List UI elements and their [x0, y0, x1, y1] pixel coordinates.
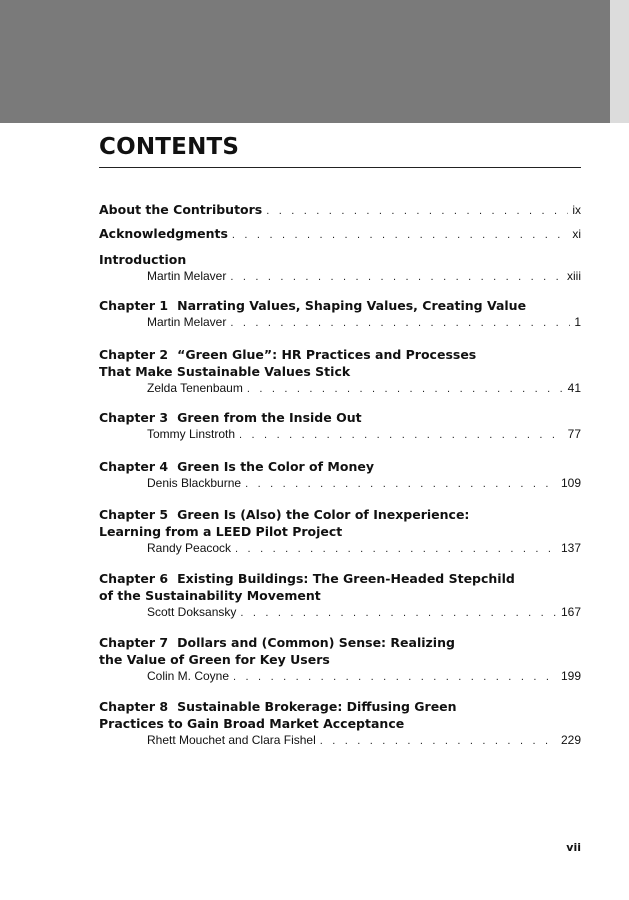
toc-entry-chapter-7[interactable] [99, 634, 581, 685]
chapter-title-continued: the Value of Green for Key Users [99, 652, 330, 667]
title-rule [99, 167, 581, 168]
chapter-heading [99, 297, 581, 314]
chapter-heading [99, 346, 581, 363]
toc-entry-chapter-8[interactable] [99, 698, 581, 749]
toc-entry-page: 77 [567, 427, 581, 441]
toc-entry-page: xiii [567, 269, 581, 283]
toc-entry-page: 41 [567, 381, 581, 395]
dot-leader [245, 476, 557, 492]
toc-entry-chapter-4[interactable] [99, 458, 581, 492]
toc-entry-title: About the Contributors [99, 202, 263, 217]
chapter-heading [99, 698, 581, 715]
chapter-title: “Green Glue”: HR Practices and Processes [177, 347, 477, 362]
toc-entry-page: 167 [560, 605, 581, 619]
chapter-label: Chapter 6 [99, 571, 169, 586]
chapter-label: Chapter 8 [99, 699, 169, 714]
chapter-label: Chapter 7 [99, 635, 169, 650]
chapter-label: Chapter 2 [99, 347, 169, 362]
toc-entry-author: Martin Melaver [147, 269, 227, 283]
dot-leader [239, 427, 564, 443]
dot-leader [320, 733, 557, 749]
chapter-label: Chapter 3 [99, 410, 169, 425]
toc-entry-page: 1 [574, 315, 581, 329]
chapter-heading [99, 458, 581, 475]
chapter-title-continued: Practices to Gain Broad Market Acceptance [99, 716, 405, 731]
chapter-title: Green Is (Also) the Color of Inexperience: [177, 507, 470, 522]
chapter-heading [99, 506, 581, 523]
toc-entry-introduction[interactable] [99, 251, 581, 285]
dot-leader [266, 203, 568, 219]
dot-leader [230, 269, 563, 285]
page-edge-strip [610, 123, 629, 900]
toc-entry-acknowledgments[interactable] [99, 226, 581, 243]
toc-entry-page: ix [572, 203, 581, 217]
chapter-title: Narrating Values, Shaping Values, Creating Value [177, 298, 527, 313]
dot-leader [247, 381, 564, 397]
toc-entry-author: Martin Melaver [147, 315, 227, 329]
toc-entry-author: Scott Doksansky [147, 605, 237, 619]
dot-leader [240, 605, 557, 621]
toc-entry-chapter-5[interactable] [99, 506, 581, 557]
toc-entry-author: Rhett Mouchet and Clara Fishel [147, 733, 316, 747]
header-band [0, 0, 610, 123]
chapter-title-continued: Learning from a LEED Pilot Project [99, 524, 343, 539]
page-number: vii [566, 841, 581, 854]
dot-leader [230, 315, 570, 331]
toc-entry-page: 137 [560, 541, 581, 555]
toc-entry-page: 109 [560, 476, 581, 490]
dot-leader [232, 227, 568, 243]
dot-leader [233, 669, 557, 685]
chapter-title: Dollars and (Common) Sense: Realizing [177, 635, 455, 650]
toc-entry-chapter-1[interactable] [99, 297, 581, 331]
toc-entry-title: Acknowledgments [99, 226, 228, 241]
toc-entry-author: Randy Peacock [147, 541, 232, 555]
toc-entry-author: Denis Blackburne [147, 476, 242, 490]
chapter-title-continued: That Make Sustainable Values Stick [99, 364, 351, 379]
toc-entry-about-contributors[interactable] [99, 202, 581, 219]
toc-entry-author: Tommy Linstroth [147, 427, 236, 441]
dot-leader [235, 541, 557, 557]
toc-entry-page: 229 [560, 733, 581, 747]
chapter-label: Chapter 5 [99, 507, 169, 522]
chapter-title: Green from the Inside Out [177, 410, 362, 425]
toc-entry-chapter-2[interactable] [99, 346, 581, 397]
toc-entry-author: Colin M. Coyne [147, 669, 230, 683]
chapter-heading [99, 570, 581, 587]
chapter-title: Existing Buildings: The Green-Headed Stepchild [177, 571, 515, 586]
chapter-label: Chapter 1 [99, 298, 169, 313]
chapter-title: Sustainable Brokerage: Diffusing Green [177, 699, 457, 714]
toc-entry-page: xi [572, 227, 581, 241]
toc-entry-title: Introduction [99, 252, 187, 267]
header-side-tab [610, 0, 629, 123]
page-title: CONTENTS [99, 134, 240, 160]
toc-entry-chapter-3[interactable] [99, 409, 581, 443]
chapter-heading [99, 409, 581, 426]
chapter-heading [99, 634, 581, 651]
chapter-title-continued: of the Sustainability Movement [99, 588, 321, 603]
chapter-title: Green Is the Color of Money [177, 459, 374, 474]
toc-entry-author: Zelda Tenenbaum [147, 381, 243, 395]
toc-entry-page: 199 [560, 669, 581, 683]
toc-entry-chapter-6[interactable] [99, 570, 581, 621]
chapter-label: Chapter 4 [99, 459, 169, 474]
